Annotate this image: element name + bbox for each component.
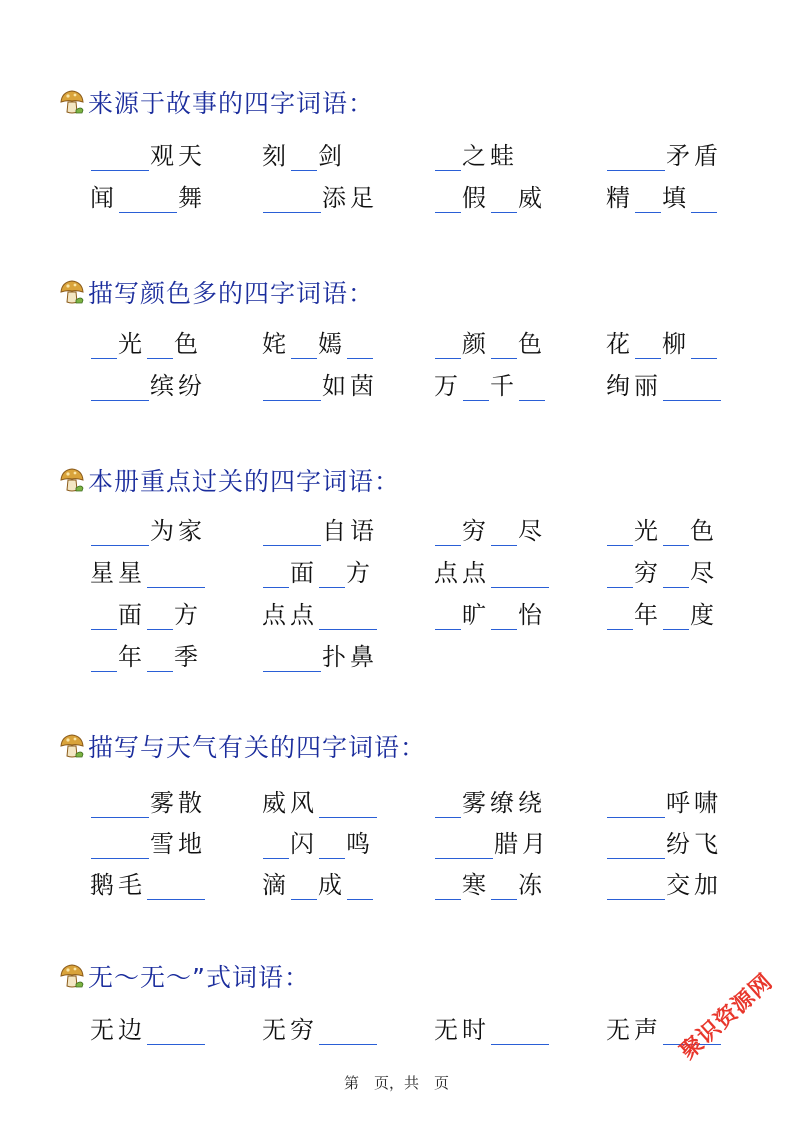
section-title <box>58 274 374 310</box>
idiom-text: 威 <box>518 184 546 212</box>
idiom-item <box>434 558 606 588</box>
idiom-item <box>262 870 434 900</box>
fill-in-blank[interactable] <box>519 378 545 401</box>
fill-in-blank[interactable] <box>491 190 517 213</box>
fill-in-blank[interactable] <box>607 795 665 818</box>
word-row <box>90 642 750 672</box>
idiom-text: 尽 <box>690 559 718 587</box>
fill-in-blank[interactable] <box>607 607 633 630</box>
idiom-item <box>262 642 434 672</box>
idiom-item <box>90 642 262 672</box>
fill-in-blank[interactable] <box>263 565 289 588</box>
idiom-text: 柳 <box>662 330 690 358</box>
mushroom-icon <box>58 88 86 116</box>
section-title <box>58 728 426 764</box>
section-title-text: 本册重点过关的四字词语： <box>88 467 401 496</box>
fill-in-blank[interactable] <box>91 795 149 818</box>
fill-in-blank[interactable] <box>319 836 345 859</box>
fill-in-blank[interactable] <box>91 336 117 359</box>
fill-in-blank[interactable] <box>263 190 321 213</box>
fill-in-blank[interactable] <box>663 378 721 401</box>
idiom-text: 万 <box>434 372 462 400</box>
idiom-item <box>90 1015 262 1045</box>
fill-in-blank[interactable] <box>347 877 373 900</box>
idiom-text: 雾缭绕 <box>462 789 546 817</box>
word-row <box>90 870 750 900</box>
idiom-item <box>606 870 756 900</box>
idiom-text: 自语 <box>322 517 378 545</box>
idiom-text: 填 <box>662 184 690 212</box>
fill-in-blank[interactable] <box>491 607 517 630</box>
fill-in-blank[interactable] <box>91 649 117 672</box>
idiom-text: 雾散 <box>150 789 206 817</box>
idiom-text: 方 <box>346 559 374 587</box>
fill-in-blank[interactable] <box>607 877 665 900</box>
idiom-item <box>262 600 434 630</box>
idiom-item <box>90 371 262 401</box>
fill-in-blank[interactable] <box>147 877 205 900</box>
idiom-item <box>434 183 606 213</box>
fill-in-blank[interactable] <box>319 607 377 630</box>
idiom-text: 颜 <box>462 330 490 358</box>
fill-in-blank[interactable] <box>435 877 461 900</box>
idiom-item <box>262 183 434 213</box>
fill-in-blank[interactable] <box>435 148 461 171</box>
idiom-item <box>262 329 434 359</box>
word-row <box>90 600 750 630</box>
idiom-item <box>90 183 262 213</box>
idiom-text: 季 <box>174 643 202 671</box>
idiom-item <box>606 558 756 588</box>
idiom-item <box>90 516 262 546</box>
page-footer: 第 页，共 页 <box>343 1074 449 1092</box>
section-title-text: 描写与天气有关的四字词语： <box>88 733 427 762</box>
fill-in-blank[interactable] <box>435 336 461 359</box>
fill-in-blank[interactable] <box>263 649 321 672</box>
idiom-text: 无边 <box>90 1016 146 1044</box>
idiom-text: 绚丽 <box>606 372 662 400</box>
word-row <box>90 1015 750 1045</box>
fill-in-blank[interactable] <box>491 565 549 588</box>
idiom-text: 滴 <box>262 871 290 899</box>
idiom-text: 扑鼻 <box>322 643 378 671</box>
idiom-item <box>434 516 606 546</box>
fill-in-blank[interactable] <box>263 523 321 546</box>
idiom-text: 度 <box>690 601 718 629</box>
idiom-text: 年 <box>634 601 662 629</box>
fill-in-blank[interactable] <box>291 877 317 900</box>
idiom-item <box>262 829 434 859</box>
idiom-item <box>262 371 434 401</box>
watermark: 聚识资源网 <box>675 969 778 1065</box>
idiom-item <box>606 141 756 171</box>
idiom-text: 花 <box>606 330 634 358</box>
fill-in-blank[interactable] <box>635 190 661 213</box>
word-row <box>90 371 750 401</box>
idiom-item <box>434 329 606 359</box>
fill-in-blank[interactable] <box>319 795 377 818</box>
idiom-text: 面 <box>290 559 318 587</box>
idiom-text: 色 <box>690 517 718 545</box>
idiom-item <box>606 600 756 630</box>
fill-in-blank[interactable] <box>119 190 177 213</box>
idiom-item <box>90 600 262 630</box>
idiom-text: 缤纷 <box>150 372 206 400</box>
fill-in-blank[interactable] <box>319 1022 377 1045</box>
word-row <box>90 516 750 546</box>
fill-in-blank[interactable] <box>147 1022 205 1045</box>
fill-in-blank[interactable] <box>607 565 633 588</box>
idiom-text: 年 <box>118 643 146 671</box>
idiom-text: 威风 <box>262 789 318 817</box>
idiom-text: 光 <box>118 330 146 358</box>
idiom-text: 精 <box>606 184 634 212</box>
idiom-text: 方 <box>174 601 202 629</box>
idiom-text: 面 <box>118 601 146 629</box>
idiom-text: 鸣 <box>346 830 374 858</box>
idiom-text: 点点 <box>434 559 490 587</box>
idiom-item <box>434 870 606 900</box>
fill-in-blank[interactable] <box>291 148 317 171</box>
idiom-item <box>90 788 262 818</box>
idiom-item <box>90 329 262 359</box>
idiom-text: 剑 <box>318 142 346 170</box>
idiom-text: 纷飞 <box>666 830 722 858</box>
fill-in-blank[interactable] <box>91 836 149 859</box>
idiom-text: 穷 <box>634 559 662 587</box>
idiom-item <box>262 558 434 588</box>
idiom-text: 为家 <box>150 517 206 545</box>
idiom-text: 如茵 <box>322 372 378 400</box>
fill-in-blank[interactable] <box>663 565 689 588</box>
idiom-text: 色 <box>174 330 202 358</box>
idiom-text: 尽 <box>518 517 546 545</box>
section-title-text: 来源于故事的四字词语： <box>88 89 375 118</box>
idiom-text: 添足 <box>322 184 378 212</box>
fill-in-blank[interactable] <box>635 336 661 359</box>
mushroom-icon <box>58 962 86 990</box>
idiom-item <box>606 829 756 859</box>
fill-in-blank[interactable] <box>147 336 173 359</box>
fill-in-blank[interactable] <box>463 378 489 401</box>
fill-in-blank[interactable] <box>263 378 321 401</box>
fill-in-blank[interactable] <box>91 148 149 171</box>
idiom-text: 色 <box>518 330 546 358</box>
idiom-text: 之蛙 <box>462 142 518 170</box>
idiom-text: 点点 <box>262 601 318 629</box>
word-row <box>90 558 750 588</box>
idiom-item <box>90 141 262 171</box>
fill-in-blank[interactable] <box>147 607 173 630</box>
idiom-item <box>262 1015 434 1045</box>
idiom-text: 呼啸 <box>666 789 722 817</box>
idiom-item <box>90 558 262 588</box>
idiom-item <box>434 600 606 630</box>
idiom-item <box>262 788 434 818</box>
fill-in-blank[interactable] <box>91 378 149 401</box>
idiom-text: 千 <box>490 372 518 400</box>
word-row <box>90 829 750 859</box>
idiom-text: 无时 <box>434 1016 490 1044</box>
idiom-text: 穷 <box>462 517 490 545</box>
fill-in-blank[interactable] <box>491 1022 549 1045</box>
idiom-text: 闻 <box>90 184 118 212</box>
fill-in-blank[interactable] <box>607 148 665 171</box>
fill-in-blank[interactable] <box>147 649 173 672</box>
section-title-text: 无～无～”式词语： <box>88 963 310 992</box>
idiom-text: 光 <box>634 517 662 545</box>
idiom-item <box>606 183 756 213</box>
fill-in-blank[interactable] <box>691 190 717 213</box>
idiom-text: 刻 <box>262 142 290 170</box>
fill-in-blank[interactable] <box>435 190 461 213</box>
idiom-text: 交加 <box>666 871 722 899</box>
fill-in-blank[interactable] <box>263 836 289 859</box>
idiom-item <box>262 516 434 546</box>
fill-in-blank[interactable] <box>435 523 461 546</box>
idiom-text: 鹅毛 <box>90 871 146 899</box>
idiom-text: 冻 <box>518 871 546 899</box>
word-row <box>90 141 750 171</box>
fill-in-blank[interactable] <box>147 565 205 588</box>
idiom-item <box>606 788 756 818</box>
fill-in-blank[interactable] <box>435 795 461 818</box>
section-title <box>58 958 310 994</box>
fill-in-blank[interactable] <box>319 565 345 588</box>
fill-in-blank[interactable] <box>663 523 689 546</box>
section-title <box>58 84 374 120</box>
fill-in-blank[interactable] <box>607 523 633 546</box>
idiom-item <box>606 516 756 546</box>
idiom-text: 成 <box>318 871 346 899</box>
idiom-item <box>90 870 262 900</box>
idiom-item <box>434 371 606 401</box>
fill-in-blank[interactable] <box>347 336 373 359</box>
idiom-text: 闪 <box>290 830 318 858</box>
idiom-text: 腊月 <box>494 830 550 858</box>
idiom-text: 雪地 <box>150 830 206 858</box>
fill-in-blank[interactable] <box>607 836 665 859</box>
word-row <box>90 788 750 818</box>
idiom-text: 矛盾 <box>666 142 722 170</box>
idiom-text: 姹 <box>262 330 290 358</box>
mushroom-icon <box>58 278 86 306</box>
section-title <box>58 462 400 498</box>
idiom-item <box>434 829 606 859</box>
idiom-item <box>606 371 756 401</box>
idiom-item <box>262 141 434 171</box>
fill-in-blank[interactable] <box>491 336 517 359</box>
idiom-item <box>434 788 606 818</box>
idiom-item <box>434 1015 606 1045</box>
fill-in-blank[interactable] <box>435 836 493 859</box>
idiom-text: 无穷 <box>262 1016 318 1044</box>
idiom-item <box>434 141 606 171</box>
idiom-item <box>90 829 262 859</box>
idiom-text: 无声 <box>606 1016 662 1044</box>
idiom-text: 旷 <box>462 601 490 629</box>
word-row <box>90 183 750 213</box>
word-row <box>90 329 750 359</box>
section-title-text: 描写颜色多的四字词语： <box>88 279 375 308</box>
fill-in-blank[interactable] <box>91 607 117 630</box>
idiom-text: 怡 <box>518 601 546 629</box>
idiom-text: 观天 <box>150 142 206 170</box>
fill-in-blank[interactable] <box>491 877 517 900</box>
fill-in-blank[interactable] <box>663 607 689 630</box>
idiom-text: 星星 <box>90 559 146 587</box>
idiom-item <box>606 329 756 359</box>
mushroom-icon <box>58 466 86 494</box>
idiom-text: 假 <box>462 184 490 212</box>
fill-in-blank[interactable] <box>435 607 461 630</box>
idiom-text: 舞 <box>178 184 206 212</box>
mushroom-icon <box>58 732 86 760</box>
fill-in-blank[interactable] <box>291 336 317 359</box>
fill-in-blank[interactable] <box>491 523 517 546</box>
idiom-text: 嫣 <box>318 330 346 358</box>
fill-in-blank[interactable] <box>91 523 149 546</box>
idiom-text: 寒 <box>462 871 490 899</box>
fill-in-blank[interactable] <box>691 336 717 359</box>
